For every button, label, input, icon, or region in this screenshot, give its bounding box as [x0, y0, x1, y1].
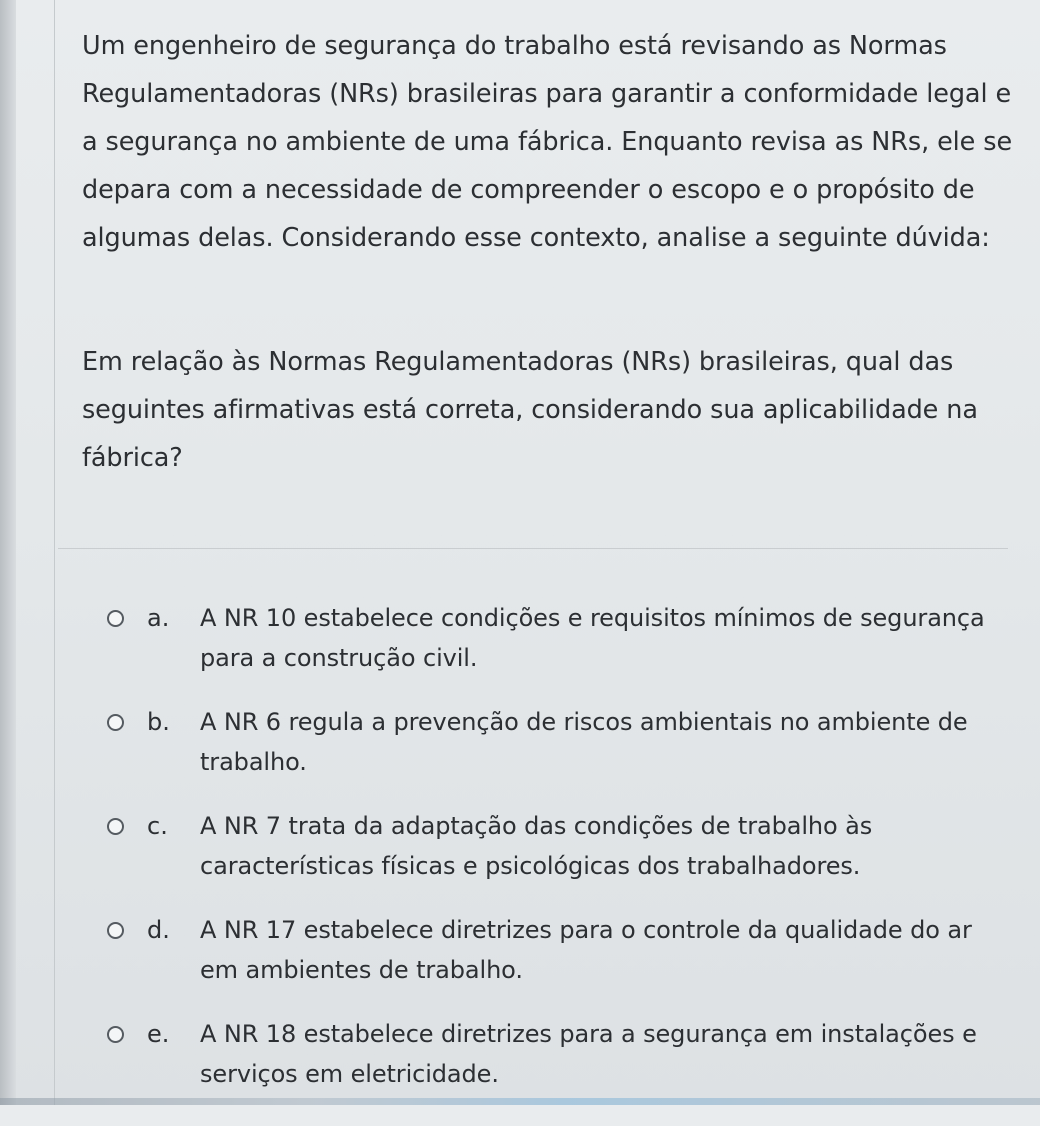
question-divider [58, 548, 1008, 549]
option-letter: d. [147, 916, 170, 944]
option-text[interactable]: A NR 7 trata da adaptação das condições de trabalho às características físicas e psicológicas dos trabalhadores. [200, 812, 873, 880]
taskbar-edge [0, 1098, 1040, 1105]
screen-left-edge [0, 0, 16, 1105]
option-letter: c. [147, 812, 168, 840]
option-letter: e. [147, 1020, 170, 1048]
option-d[interactable] [100, 918, 1000, 1022]
answer-options [100, 606, 1000, 1126]
option-b[interactable] [100, 710, 1000, 814]
radio-button-c[interactable] [107, 818, 124, 835]
radio-button-e[interactable] [107, 1026, 124, 1043]
option-text[interactable]: A NR 18 estabelece diretrizes para a segurança em instalações e serviços em eletricidade. [200, 1020, 977, 1088]
radio-button-b[interactable] [107, 714, 124, 731]
radio-button-a[interactable] [107, 610, 124, 627]
option-text[interactable]: A NR 6 regula a prevenção de riscos ambientais no ambiente de trabalho. [200, 708, 968, 776]
option-e[interactable] [100, 1022, 1000, 1126]
option-letter: b. [147, 708, 170, 736]
content-frame-border [54, 0, 55, 1105]
option-text[interactable]: A NR 10 estabelece condições e requisitos mínimos de segurança para a construção civil. [200, 604, 985, 672]
option-letter: a. [147, 604, 170, 632]
question-context: Um engenheiro de segurança do trabalho está revisando as Normas Regulamentadoras (NRs) brasileiras para garantir a conformidade legal e a segurança no ambiente de uma fábrica. Enquanto revisa as NRs, ele se depara com a necessidade de compreender o escopo e o propósito de algumas delas. Considerando esse contexto, analise a seguinte dúvida: [82, 31, 1013, 253]
option-text[interactable]: A NR 17 estabelece diretrizes para o controle da qualidade do ar em ambientes de trabalho. [200, 916, 972, 984]
question-prompt: Em relação às Normas Regulamentadoras (NRs) brasileiras, qual das seguintes afirmativas está correta, considerando sua aplicabilidade na fábrica? [82, 347, 978, 473]
question-text [82, 22, 1022, 482]
radio-button-d[interactable] [107, 922, 124, 939]
option-a[interactable] [100, 606, 1000, 710]
option-c[interactable] [100, 814, 1000, 918]
